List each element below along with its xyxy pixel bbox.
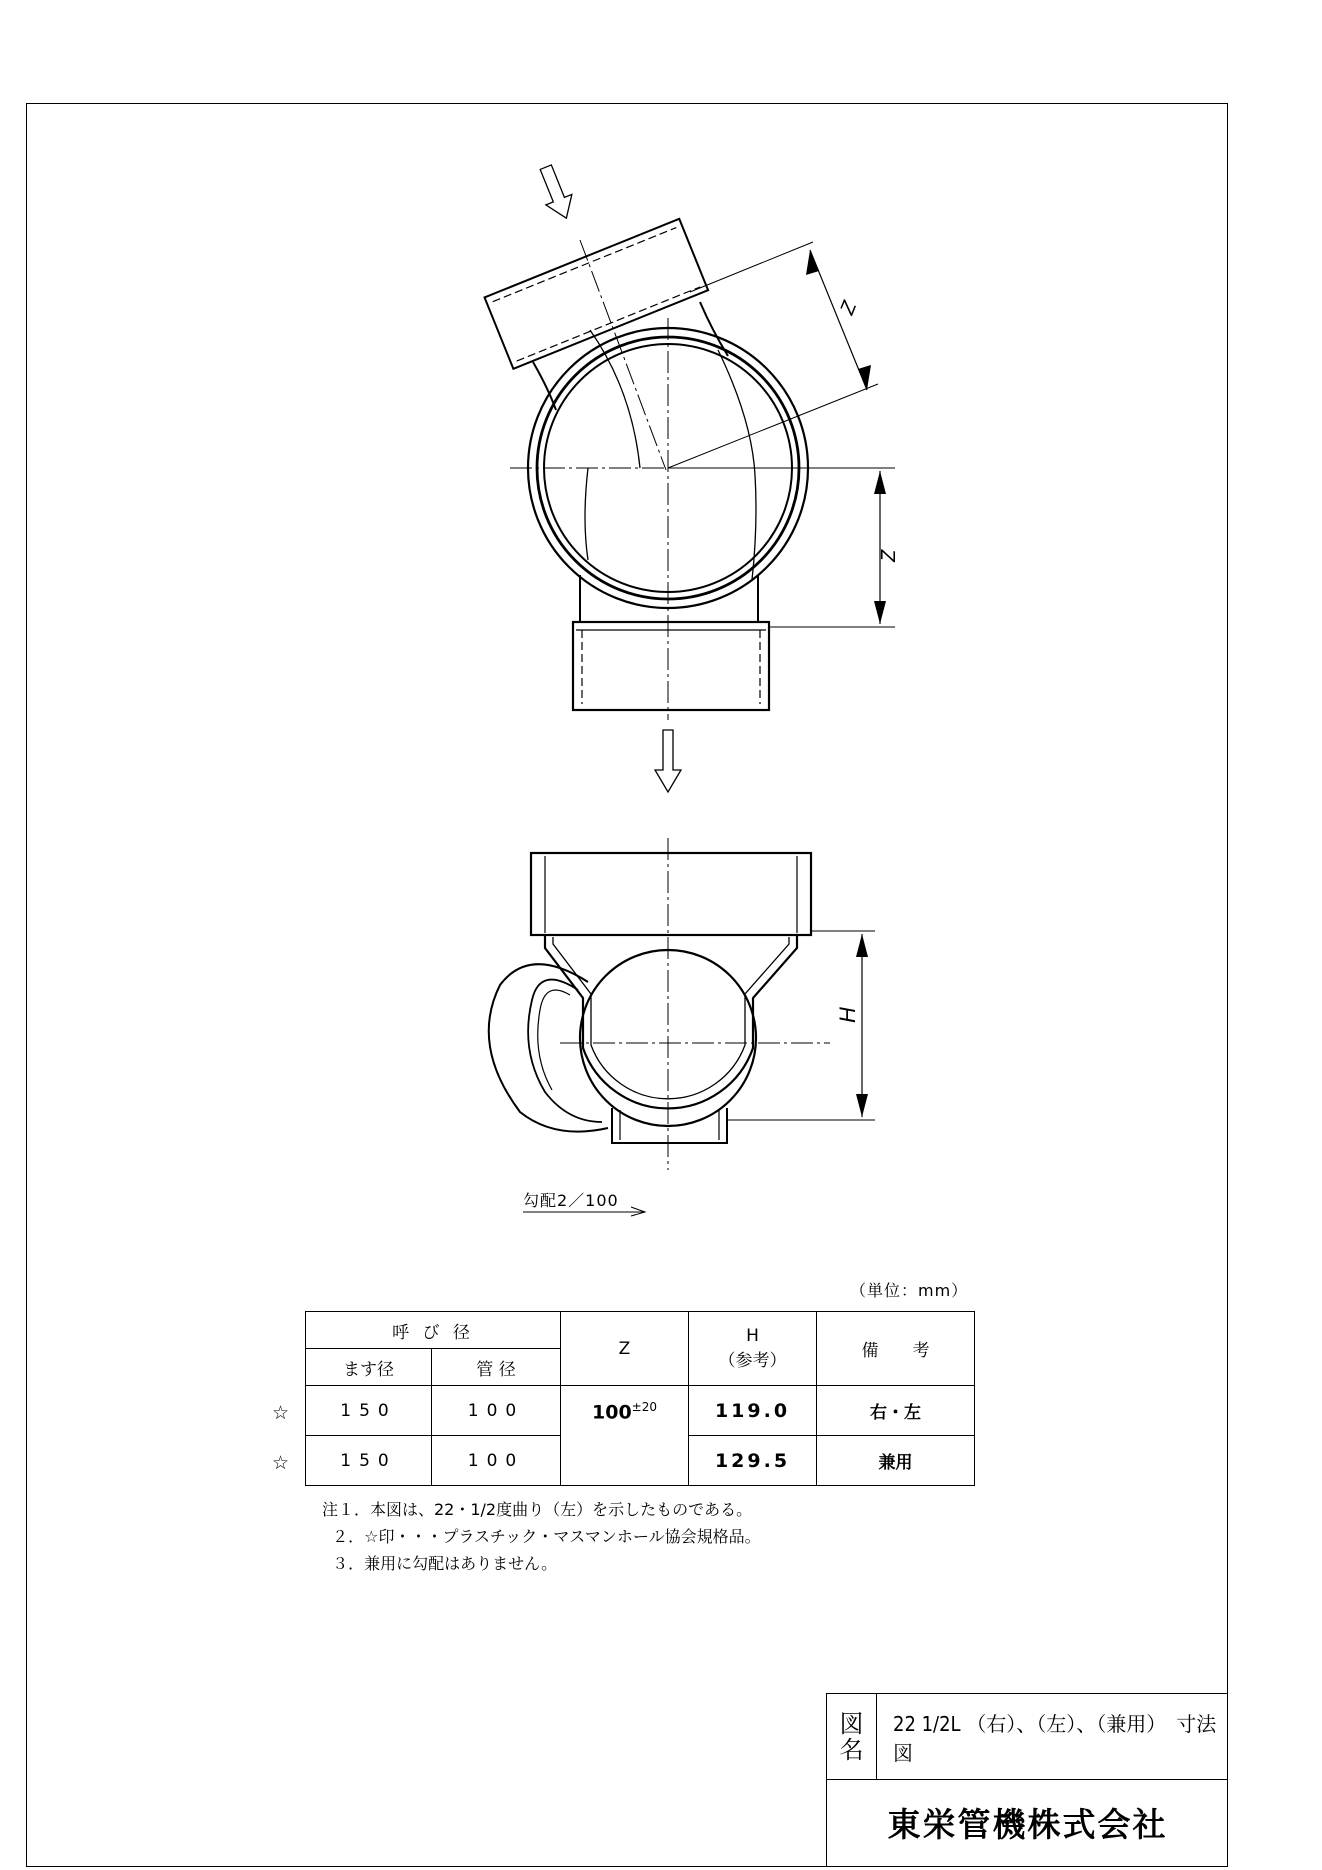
header-pipe: 管 径 xyxy=(432,1349,561,1386)
title-row xyxy=(826,1693,1228,1780)
cell-pipe: 100 xyxy=(432,1436,561,1486)
specification-table xyxy=(305,1311,975,1486)
table-row xyxy=(306,1386,975,1436)
header-h-ref: （参考） xyxy=(718,1351,787,1371)
header-h: H xyxy=(746,1326,759,1346)
cell-h: 129.5 xyxy=(689,1436,817,1486)
cell-remarks: 兼用 xyxy=(817,1436,975,1486)
title-block xyxy=(826,1693,1230,1866)
cell-basin: 150 xyxy=(306,1386,432,1436)
cell-remarks: 右・左 xyxy=(817,1386,975,1436)
notes xyxy=(322,1496,761,1577)
top-view xyxy=(485,162,895,792)
dimension-h: H xyxy=(835,1007,860,1023)
note-line: ２．☆印・・・プラスチック・マスマンホール協会規格品。 xyxy=(322,1527,761,1546)
header-remarks: 備 考 xyxy=(817,1312,975,1386)
dimension-z-bottom: Z xyxy=(878,549,900,562)
drawing-title: 22 1/2L （右）、（左）、（兼用） 寸法図 xyxy=(893,1711,1217,1765)
cell-pipe: 100 xyxy=(432,1386,561,1436)
unit-label: （単位：mm） xyxy=(850,1281,969,1300)
star-mark: ☆ xyxy=(272,1452,290,1474)
company-name: 東栄管機株式会社 xyxy=(826,1779,1228,1866)
cell-basin: 150 xyxy=(306,1436,432,1486)
cell-z-value: 100 xyxy=(592,1401,632,1424)
cell-h: 119.0 xyxy=(689,1386,817,1436)
inlet-flow-arrow xyxy=(533,162,580,223)
cell-z xyxy=(561,1386,689,1486)
drawing-name-label xyxy=(827,1694,877,1779)
slope-label: 勾配2／100 xyxy=(523,1191,619,1210)
star-mark: ☆ xyxy=(272,1402,290,1424)
header-basin: ます径 xyxy=(306,1349,432,1386)
side-view xyxy=(489,838,875,1216)
cell-z-tolerance: ±20 xyxy=(631,1400,657,1414)
dimension-z-top: Z xyxy=(836,298,862,318)
note-line: 注１．本図は、22・1/2度曲り（左）を示したものである。 xyxy=(322,1500,753,1519)
label-char: 図 xyxy=(839,1709,864,1738)
inlet-socket xyxy=(485,219,709,369)
outlet-flow-arrow xyxy=(655,730,681,792)
header-z: Z xyxy=(561,1312,689,1386)
header-h-cell xyxy=(689,1312,817,1386)
label-char: 名 xyxy=(839,1735,864,1764)
header-nominal: 呼 び 径 xyxy=(306,1312,561,1349)
note-line: ３．兼用に勾配はありません。 xyxy=(322,1554,558,1573)
